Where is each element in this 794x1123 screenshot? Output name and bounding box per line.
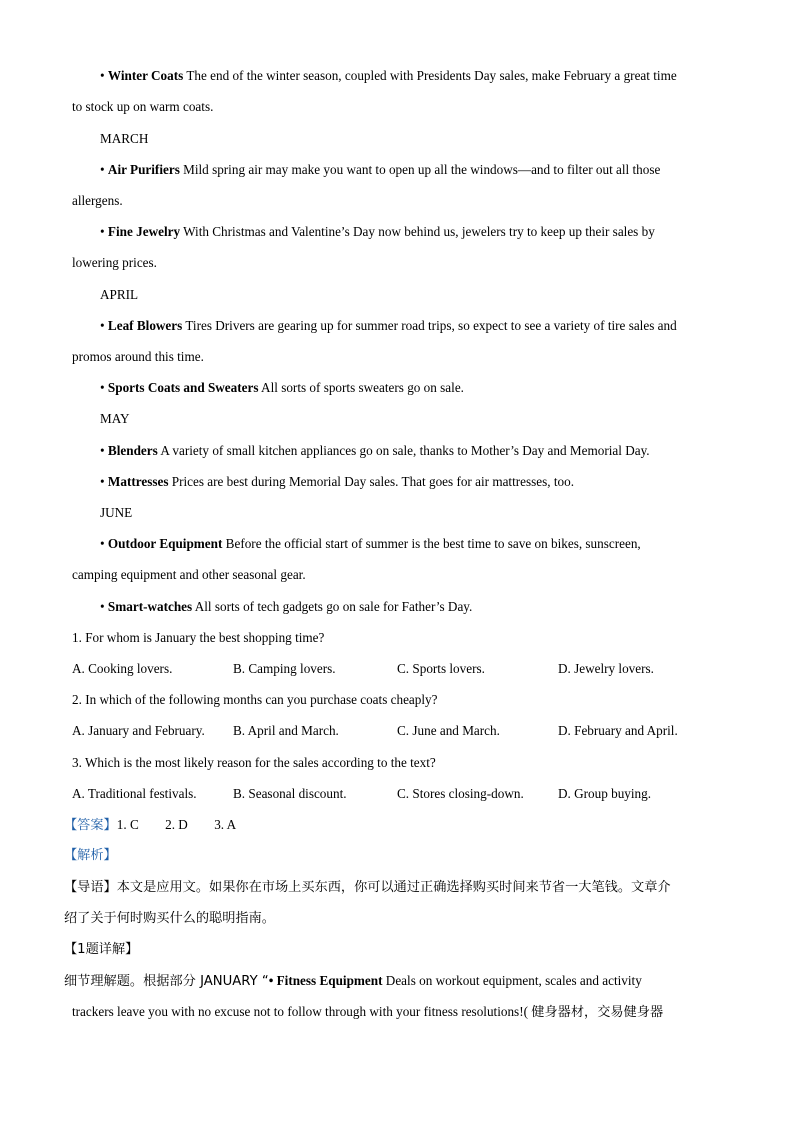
item-title: Mattresses: [107, 474, 169, 489]
item-title: Air Purifiers: [107, 162, 180, 177]
bullet: •: [100, 224, 105, 239]
question-2: 2. In which of the following months can you purchase coats cheaply?: [72, 692, 438, 707]
bullet: •: [100, 162, 105, 177]
detail-bold: • Fitness Equipment: [268, 973, 383, 988]
item-outdoor-equipment: [100, 535, 641, 553]
item-blenders: [100, 442, 650, 460]
item-title: Fine Jewelry: [107, 224, 181, 239]
answer-line: [64, 816, 236, 835]
analysis-label: 【解析】: [64, 848, 117, 863]
item-mattresses: [100, 473, 574, 491]
item-title: Leaf Blowers: [107, 318, 183, 333]
detail-text: 细节理解题。根据部分 JANUARY “: [64, 974, 269, 989]
item-text-continued: allergens.: [72, 193, 123, 208]
bullet: •: [100, 68, 105, 83]
item-leaf-blowers: [100, 317, 677, 335]
option-b: B. April and March.: [233, 723, 339, 738]
item-fine-jewelry: [100, 223, 655, 241]
option-c: C. Sports lovers.: [397, 661, 485, 676]
option-d: D. Jewelry lovers.: [558, 661, 654, 676]
item-text: Before the official start of summer is the best time to save on bikes, sunscreen,: [222, 536, 641, 551]
item-title: Outdoor Equipment: [107, 536, 223, 551]
option-a: A. Cooking lovers.: [72, 661, 173, 676]
month-heading: JUNE: [100, 505, 133, 520]
item-text-continued: lowering prices.: [72, 255, 157, 270]
option-d: D. Group buying.: [558, 786, 652, 801]
item-text-continued: promos around this time.: [72, 349, 204, 364]
question-1: 1. For whom is January the best shopping time?: [72, 630, 325, 645]
bullet: •: [100, 474, 105, 489]
item-winter-coats: [100, 67, 677, 85]
item-text: All sorts of sports sweaters go on sale.: [258, 380, 464, 395]
item-smartwatches: [100, 598, 472, 616]
option-a: A. Traditional festivals.: [72, 786, 197, 801]
item-text: All sorts of tech gadgets go on sale for Father’s Day.: [192, 599, 473, 614]
detail-text: Deals on workout equipment, scales and activity: [382, 973, 642, 988]
bullet: •: [100, 380, 105, 395]
bullet: •: [100, 318, 105, 333]
option-a: A. January and February.: [72, 723, 205, 738]
answer-text: 1. C 2. D 3. A: [116, 817, 237, 832]
option-c: C. Stores closing-down.: [397, 786, 524, 801]
item-text-continued: camping equipment and other seasonal gear.: [72, 567, 306, 582]
guide-label: 【导语】: [64, 880, 117, 895]
item-text: Prices are best during Memorial Day sales. That goes for air mattresses, too.: [168, 474, 574, 489]
bullet: •: [100, 443, 105, 458]
detail-line-1: [64, 972, 642, 991]
item-text: A variety of small kitchen appliances go on sale, thanks to Mother’s Day and Memorial Day.: [157, 443, 650, 458]
item-text: Tires Drivers are gearing up for summer road trips, so expect to see a variety of tire sales and: [182, 318, 677, 333]
item-sports-coats: [100, 379, 464, 397]
option-d: D. February and April.: [558, 723, 678, 738]
item-text-continued: to stock up on warm coats.: [72, 99, 214, 114]
item-text: With Christmas and Valentine’s Day now behind us, jewelers try to keep up their sales by: [180, 224, 655, 239]
month-heading: MARCH: [100, 131, 149, 146]
guide-line-1: [64, 879, 671, 897]
detail-line-2: trackers leave you with no excuse not to follow through with your fitness resolutions!( 健身器材，交易健身器: [72, 1004, 664, 1019]
guide-text: 本文是应用文。如果你在市场上买东西，你可以通过正确选择购买时间来节省一大笔钱。文章介: [116, 880, 671, 895]
month-heading: MAY: [100, 411, 130, 426]
item-text: Mild spring air may make you want to open up all the windows—and to filter out all those: [179, 162, 661, 177]
answer-label: 【答案】: [64, 818, 117, 833]
option-c: C. June and March.: [397, 723, 500, 738]
item-title: Winter Coats: [107, 68, 184, 83]
option-b: B. Seasonal discount.: [233, 786, 347, 801]
question-3: 3. Which is the most likely reason for the sales according to the text?: [72, 755, 436, 770]
item-title: Blenders: [107, 443, 158, 458]
item-air-purifiers: [100, 161, 660, 179]
bullet: •: [100, 599, 105, 614]
guide-line-2: 绍了关于何时购买什么的聪明指南。: [64, 911, 275, 926]
bullet: •: [100, 536, 105, 551]
month-heading: APRIL: [100, 287, 139, 302]
item-title: Smart-watches: [107, 599, 193, 614]
item-title: Sports Coats and Sweaters: [107, 380, 259, 395]
detail-label: 【1题详解】: [64, 942, 139, 957]
item-text: The end of the winter season, coupled with Presidents Day sales, make February a great time: [183, 68, 677, 83]
option-b: B. Camping lovers.: [233, 661, 336, 676]
